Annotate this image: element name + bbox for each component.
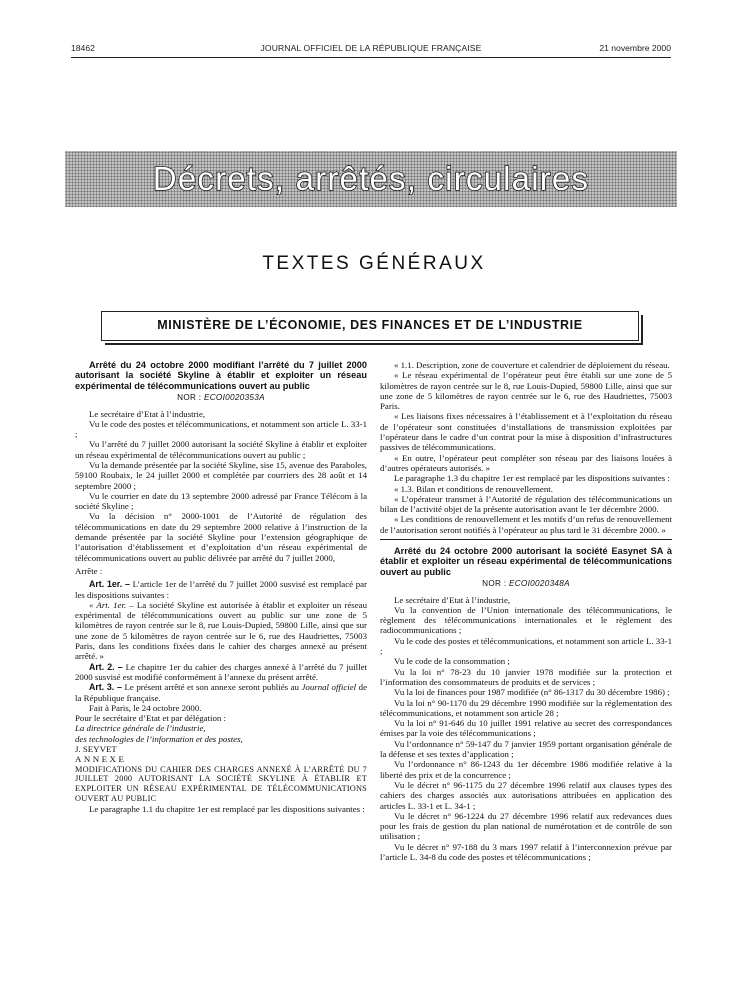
paragraph: Vu la demande présentée par la société Skyline, sise 15, avenue des Paraboles, 59100 Roubaix, le 24 juillet 2000 et complétée par courriers des 28 août et 14 septembre 2000 ; bbox=[75, 460, 367, 491]
paragraph: Vu le décret n° 97-188 du 3 mars 1997 relatif à l’interconnexion prévue par l’article L. 34-8 du code des postes et télécommunications ; bbox=[380, 841, 672, 862]
paragraph: Vu la loi de finances pour 1987 modifiée (n° 86-1317 du 30 décembre 1986) ; bbox=[394, 687, 670, 698]
publication-date: 21 novembre 2000 bbox=[599, 43, 671, 53]
signatory-name: J. SEYVET bbox=[75, 744, 117, 755]
running-header bbox=[71, 43, 671, 57]
decree-title-2: Arrêté du 24 octobre 2000 autorisant la société Easynet SA à établir et exploiter un réseau expérimental de télécommunications ouvert au public bbox=[380, 546, 672, 577]
article-1-text: L’article 1er de l’arrêté du 7 juillet 2000 susvisé est remplacé par les dispositions suivantes : bbox=[75, 579, 367, 600]
nor-label: NOR : bbox=[177, 393, 202, 403]
header-rule bbox=[71, 57, 671, 58]
article-1-quote-label: « Art. 1er. – bbox=[89, 599, 134, 610]
paragraph: Vu l’arrêté du 7 juillet 2000 autorisant la société Skyline à établir et exploiter un réseau expérimental de télécommunications ouvert au public ; bbox=[75, 439, 367, 460]
article-2-label: Art. 2. – bbox=[89, 661, 123, 672]
paragraph: Le secrétaire d’Etat à l’industrie, bbox=[89, 408, 206, 419]
paragraph: Vu le décret n° 96-1224 du 27 décembre 1996 relatif aux redevances dues pour les frais de gestion du plan national de numérotation et de contrôle de son utilisation ; bbox=[380, 810, 672, 842]
journal-title: JOURNAL OFFICIEL DE LA RÉPUBLIQUE FRANÇAISE bbox=[260, 43, 482, 53]
article-3-journal: Journal officiel bbox=[301, 682, 357, 693]
paragraph: « Les liaisons fixes nécessaires à l’établissement et à l’exploitation du réseau de l’opérateur sont constituées d’installations de transmission exploitées par l’opérateur dans le cadre d’un contrat pour la mise à disposition d’infrastructures passives de télécommunications. bbox=[380, 411, 672, 453]
paragraph: Vu le courrier en date du 13 septembre 2000 adressé par France Télécom à la société Skyline ; bbox=[75, 490, 367, 512]
paragraph: Vu la loi n° 91-646 du 10 juillet 1991 relative au secret des correspondances émises par la voie des télécommunications ; bbox=[380, 718, 672, 739]
paragraph: « 1.1. Description, zone de couverture et calendrier de déploiement du réseau. bbox=[394, 360, 670, 370]
paragraph: Vu le code des postes et télécommunications, et notamment son article L. 33-1 ; bbox=[380, 635, 672, 657]
nor-reference-2 bbox=[380, 579, 672, 589]
article-1-quote bbox=[75, 600, 367, 662]
signature-line-1: Pour le secrétaire d’Etat et par délégation : bbox=[75, 713, 227, 724]
paragraph: Le paragraphe 1.3 du chapitre 1er est remplacé par les dispositions suivantes : bbox=[394, 473, 670, 484]
signature-line-2: La directrice générale de l’industrie, bbox=[75, 723, 206, 734]
paragraph: « 1.3. Bilan et conditions de renouvellement. bbox=[394, 483, 553, 494]
right-column bbox=[380, 360, 672, 862]
left-column bbox=[75, 360, 367, 814]
article-1-quote-text: La société Skyline est autorisée à établir et exploiter un réseau expérimental de télécommunications ouvert au public sur une zone de 5 kilomètres de rayon centrée sur le 8, rue Louis-Dupied, 59800 Lille, ainsi que sur une zone de 5 kilomètres de rayon centrée sur le 6, rue des Haudriettes, 75003 Paris, dans les conditions fixées dans le cahier des charges annexé au présent arrêté. » bbox=[75, 599, 367, 662]
article-1 bbox=[75, 579, 367, 600]
article-2 bbox=[75, 662, 367, 683]
paragraph: « Le réseau expérimental de l’opérateur peut être établi sur une zone de 5 kilomètres de rayon centrée sur le 8, rue Louis-Dupied, 59800 Lille, ainsi que sur une zone de 5 kilomètres de rayon centrée sur le 6, rue des Haudriettes, 75003 Paris. bbox=[380, 370, 672, 412]
decree-separator bbox=[380, 539, 672, 540]
ministry-title: MINISTÈRE DE L’ÉCONOMIE, DES FINANCES ET DE L’INDUSTRIE bbox=[157, 318, 583, 332]
paragraph: Vu la décision n° 2000-1001 de l’Autorité de régulation des télécommunications en date du 29 septembre 2000 relative à l’instruction de la demande présentée par la société Skyline pour l’extension géographique de l’autorisation d’établissement et d’exploitation d’un réseau expérimental de télécommunications ouvert au public délivrée par arrêté du 7 juillet 2000, bbox=[75, 511, 367, 563]
section-title: TEXTES GÉNÉRAUX bbox=[262, 253, 486, 274]
nor-label-2: NOR : bbox=[482, 579, 507, 589]
nor-reference bbox=[75, 393, 367, 403]
page-number: 18462 bbox=[71, 43, 95, 53]
annex-title: MODIFICATIONS DU CAHIER DES CHARGES ANNEXÉ À L’ARRÊTÉ DU 7 JUILLET 2000 AUTORISANT LA SOCIÉTÉ SKYLINE À ÉTABLIR ET EXPLOITER UN RÉSEAU EXPÉRIMENTAL DE TÉLÉCOMMUNICATIONS OUVERT AU PUBLIC bbox=[75, 764, 367, 803]
paragraph: Vu la loi n° 78-23 du 10 janvier 1978 modifiée sur la protection et l’information des consommateurs de produits et de services ; bbox=[380, 666, 672, 687]
article-3-label: Art. 3. – bbox=[89, 682, 122, 693]
signature-line-3: des technologies de l’information et des postes, bbox=[75, 733, 243, 744]
paragraph: Vu la loi n° 90-1170 du 29 décembre 1990 modifiée sur la réglementation des télécommunications, et notamment son article 28 ; bbox=[380, 697, 672, 718]
decree-title: Arrêté du 24 octobre 2000 modifiant l’arrêté du 7 juillet 2000 autorisant la société Skyline à établir et exploiter un réseau expérimental de télécommunications ouvert au public bbox=[75, 360, 367, 391]
annex-heading: ANNEXE bbox=[75, 754, 127, 765]
article-3-text-a: Le présent arrêté et son annexe seront publiés au bbox=[124, 682, 299, 693]
paragraph: Vu la convention de l’Union internationale des télécommunications, le règlement des télécommunications internationales et le règlement des radiocommunications ; bbox=[380, 604, 672, 636]
paragraph: « L’opérateur transmet à l’Autorité de régulation des télécommunications un bilan de l’activité objet de la présente autorisation avant le 1er décembre 2000. bbox=[380, 493, 672, 515]
band-title: Décrets, arrêtés, circulaires bbox=[152, 160, 590, 197]
article-3-text-b: de la République française. bbox=[75, 682, 368, 703]
paragraph: Vu l’ordonnance n° 86-1243 du 1er décembre 1986 modifiée relative à la liberté des prix et de la concurrence ; bbox=[380, 759, 672, 780]
nor-value: ECOI0020353A bbox=[203, 393, 265, 403]
paragraph: Vu le décret n° 96-1175 du 27 décembre 1996 relatif aux clauses types des cahiers des charges associés aux autorisations attribuées en application des articles L. 33-1 et L. 34-1 ; bbox=[380, 779, 672, 811]
nor-value-2: ECOI0020348A bbox=[508, 579, 570, 589]
paragraph: Vu le code de la consommation ; bbox=[394, 656, 510, 667]
arrete-heading: Arrête : bbox=[75, 565, 103, 576]
paragraph: Vu le code des postes et télécommunications, et notamment son article L. 33-1 ; bbox=[75, 418, 367, 440]
paragraph: Le paragraphe 1.1 du chapitre 1er est remplacé par les dispositions suivantes : bbox=[89, 803, 365, 814]
article-2-text: Le chapitre 1er du cahier des charges annexé à l’arrêté du 7 juillet 2000 susvisé est modifié conformément à l’annexe du présent arrêté. bbox=[75, 661, 367, 682]
paragraph: « En outre, l’opérateur peut compléter son réseau par des liaisons louées à d’autres opérateurs autorisés. » bbox=[380, 452, 672, 473]
done-at: Fait à Paris, le 24 octobre 2000. bbox=[89, 702, 202, 713]
article-1-label: Art. 1er. – bbox=[89, 579, 130, 590]
paragraph: Le secrétaire d’Etat à l’industrie, bbox=[394, 594, 511, 605]
paragraph: Vu l’ordonnance n° 59-147 du 7 janvier 1959 portant organisation générale de la défense et ses textes d’application ; bbox=[380, 738, 672, 760]
article-3 bbox=[75, 682, 367, 703]
paragraph: « Les conditions de renouvellement et les motifs d’un refus de renouvellement de l’autorisation seront notifiés à l’opérateur au plus tard le 31 décembre 2000. » bbox=[380, 514, 672, 535]
